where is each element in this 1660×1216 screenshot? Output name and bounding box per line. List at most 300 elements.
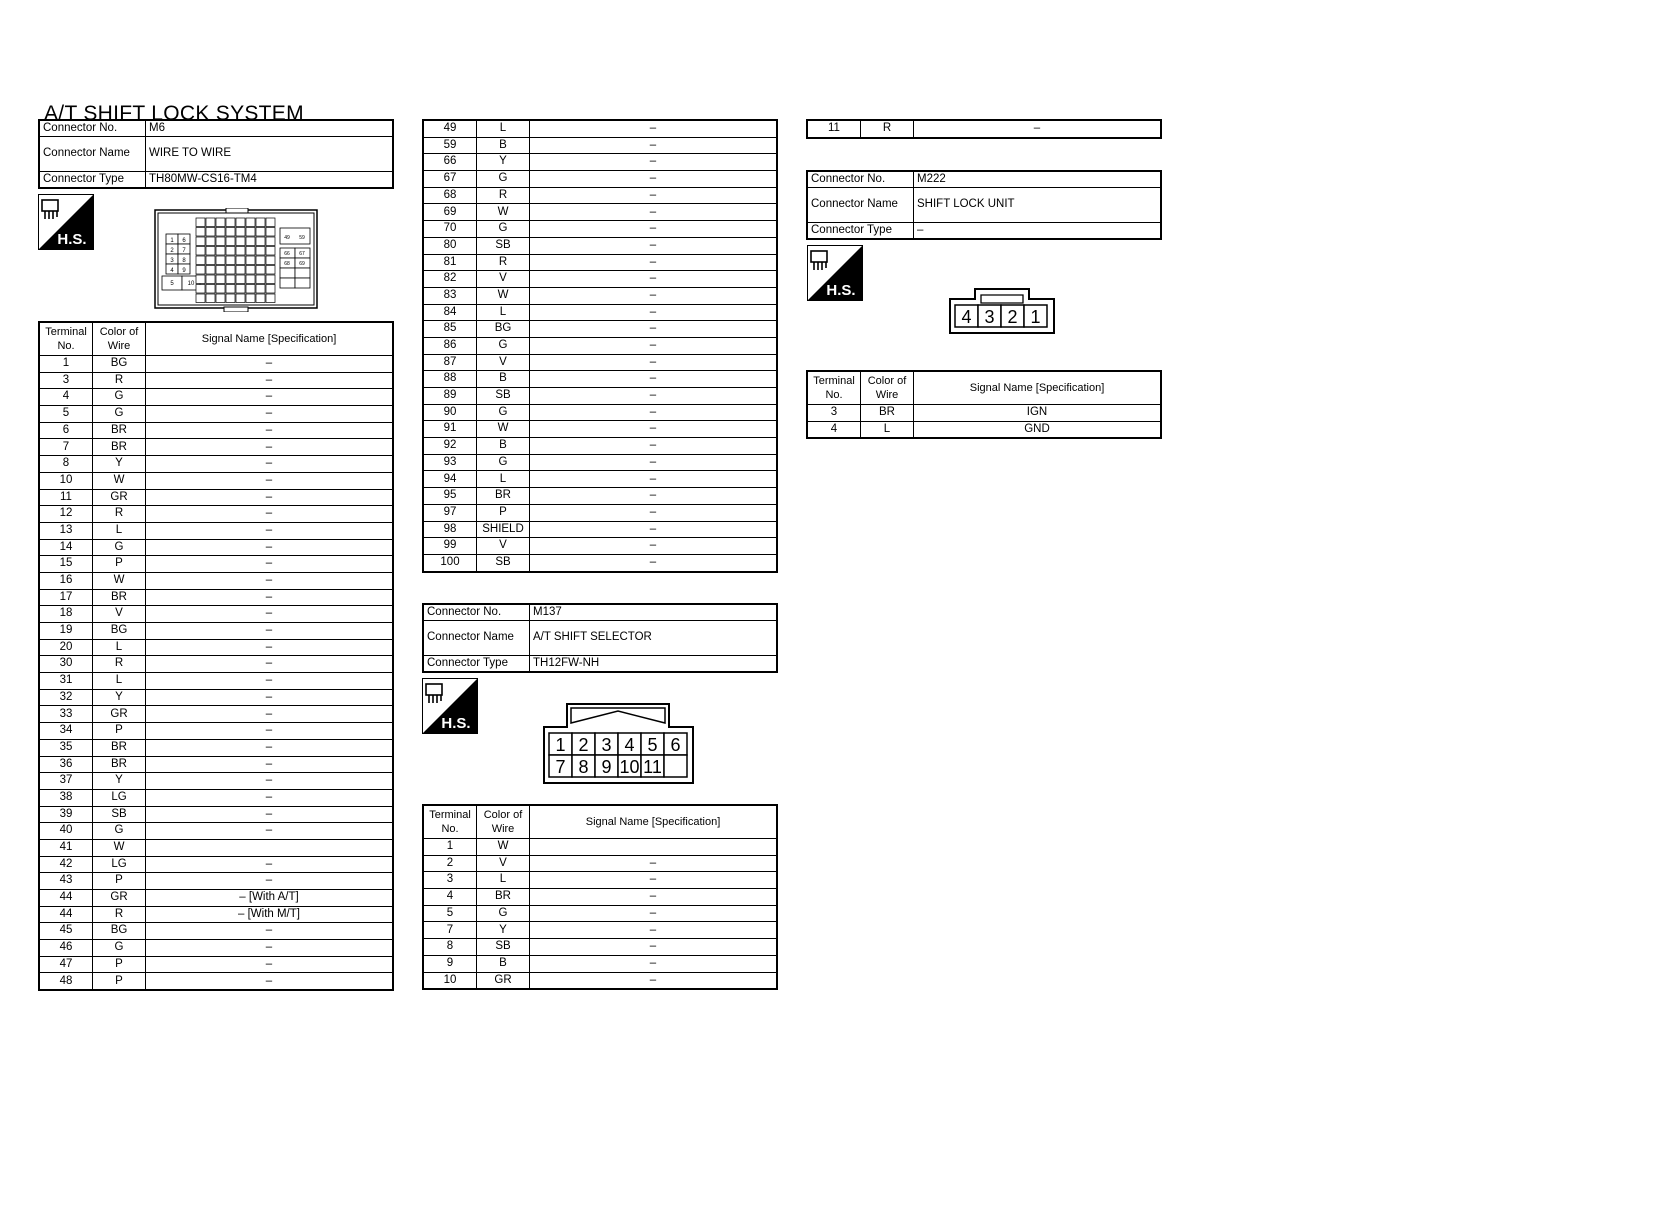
wire-color-cell: R — [93, 906, 146, 923]
wire-color-cell: W — [477, 287, 530, 304]
signal-name-cell: – — [530, 438, 777, 455]
m222-connector-type: – — [914, 223, 1161, 239]
signal-name-cell: – — [530, 254, 777, 271]
m6-pin-cavity — [266, 247, 275, 256]
m222-pin: 1 — [1030, 307, 1041, 327]
signal-name-cell: – — [530, 504, 777, 521]
signal-name-cell: – — [146, 973, 393, 990]
wire-color-cell: R — [477, 187, 530, 204]
wire-color-cell: GR — [93, 489, 146, 506]
wire-color-cell: G — [93, 406, 146, 423]
wire-color-cell: BR — [93, 756, 146, 773]
terminal-no-cell: 48 — [40, 973, 93, 990]
table-row — [40, 623, 393, 640]
table-row — [40, 489, 393, 506]
wire-color-cell: P — [477, 504, 530, 521]
terminal-no-cell: 34 — [40, 723, 93, 740]
table-row — [40, 522, 393, 539]
wire-color-cell: L — [477, 304, 530, 321]
table-row — [40, 422, 393, 439]
signal-name-cell: – — [530, 388, 777, 405]
m6-pin-cavity — [206, 218, 215, 227]
wire-color-cell: SHIELD — [477, 521, 530, 538]
table-row — [424, 137, 777, 154]
wire-color-cell: BR — [93, 739, 146, 756]
terminal-no-cell: 2 — [424, 855, 477, 872]
m222-pin: 4 — [961, 307, 972, 327]
wire-color-cell: W — [477, 839, 530, 856]
table-row — [424, 504, 777, 521]
signal-name-cell: – — [146, 723, 393, 740]
m6-pin-cavity — [256, 266, 265, 275]
signal-name-cell: – — [530, 538, 777, 555]
wire-color-cell: V — [477, 354, 530, 371]
m6-pin-cavity — [216, 285, 225, 294]
header-color-of-wire: Color of Wire — [477, 806, 530, 839]
terminal-no-cell: 90 — [424, 404, 477, 421]
signal-name-cell: – — [530, 922, 777, 939]
terminal-no-cell: 89 — [424, 388, 477, 405]
signal-name-cell: – — [146, 456, 393, 473]
label-connector-name: Connector Name — [808, 188, 914, 223]
terminal-no-cell: 32 — [40, 689, 93, 706]
signal-name-cell: – — [530, 337, 777, 354]
wire-color-cell: B — [477, 137, 530, 154]
table-row — [40, 773, 393, 790]
label-connector-type: Connector Type — [424, 656, 530, 672]
terminal-no-cell: 6 — [40, 422, 93, 439]
m222-connector-no: M222 — [914, 172, 1161, 188]
terminal-no-cell: 30 — [40, 656, 93, 673]
terminal-no-cell: 95 — [424, 488, 477, 505]
wire-color-cell: G — [93, 940, 146, 957]
terminal-no-cell: 92 — [424, 438, 477, 455]
m137-terminal-table-continued — [807, 120, 1161, 138]
table-row — [424, 972, 777, 989]
m137-connector-name: A/T SHIFT SELECTOR — [530, 621, 777, 656]
table-row — [40, 890, 393, 907]
table-row — [40, 739, 393, 756]
wire-color-cell: GR — [477, 972, 530, 989]
table-row — [424, 471, 777, 488]
signal-name-cell: – [With A/T] — [146, 890, 393, 907]
m137-pin: 8 — [578, 757, 589, 777]
terminal-no-cell: 70 — [424, 221, 477, 238]
label-connector-no: Connector No. — [424, 605, 530, 621]
terminal-no-cell: 19 — [40, 623, 93, 640]
signal-name-cell: – — [530, 471, 777, 488]
signal-name-cell: – — [530, 287, 777, 304]
wire-color-cell: P — [93, 956, 146, 973]
m6-pin-cavity — [256, 294, 265, 303]
wire-color-cell: V — [477, 855, 530, 872]
signal-name-cell: – — [146, 739, 393, 756]
m6-pin-cavity — [256, 285, 265, 294]
terminal-no-cell: 80 — [424, 237, 477, 254]
m6-pin-cavity — [236, 256, 245, 265]
terminal-no-cell: 14 — [40, 539, 93, 556]
m222-pin: 3 — [984, 307, 995, 327]
m6-pin: 59 — [299, 235, 305, 241]
table-row — [424, 488, 777, 505]
table-row — [424, 855, 777, 872]
m6-pin-cavity — [226, 218, 235, 227]
m6-pin: 6 — [182, 238, 186, 244]
connector-m6-info — [39, 120, 393, 188]
m6-pin-cavity — [226, 237, 235, 246]
m6-pin-cavity — [246, 256, 255, 265]
m6-pin: 2 — [170, 248, 174, 254]
wire-color-cell: G — [93, 389, 146, 406]
table-row — [40, 789, 393, 806]
signal-name-cell: – — [530, 972, 777, 989]
wire-color-cell: Y — [93, 456, 146, 473]
m137-connector-no: M137 — [530, 605, 777, 621]
terminal-no-cell: 15 — [40, 556, 93, 573]
signal-name-cell: – — [530, 371, 777, 388]
table-row — [40, 356, 393, 373]
m6-pin-cavity — [226, 275, 235, 284]
signal-name-cell: – — [530, 939, 777, 956]
wire-color-cell: P — [93, 723, 146, 740]
signal-name-cell: – — [146, 773, 393, 790]
table-row — [40, 923, 393, 940]
wire-color-cell: W — [93, 839, 146, 856]
terminal-no-cell: 37 — [40, 773, 93, 790]
wire-color-cell: B — [477, 371, 530, 388]
table-row — [40, 556, 393, 573]
wire-color-cell: Y — [93, 689, 146, 706]
signal-name-cell: – — [146, 439, 393, 456]
wire-color-cell: G — [477, 454, 530, 471]
wire-color-cell: W — [93, 472, 146, 489]
label-connector-type: Connector Type — [40, 172, 146, 188]
m6-pin-cavity — [236, 228, 245, 237]
wire-color-cell: G — [477, 905, 530, 922]
m6-pin-cavity — [226, 228, 235, 237]
table-row — [424, 521, 777, 538]
m137-pin: 7 — [555, 757, 566, 777]
m6-pin-cavity — [226, 247, 235, 256]
m6-pin-cavity — [246, 266, 255, 275]
terminal-no-cell: 10 — [40, 472, 93, 489]
m6-pin: 4 — [170, 268, 174, 274]
m6-pin-cavity — [226, 285, 235, 294]
wire-color-cell: BG — [93, 623, 146, 640]
harness-side-icon — [807, 245, 863, 301]
m6-pin-cavity — [216, 294, 225, 303]
terminal-no-cell: 47 — [40, 956, 93, 973]
terminal-no-cell: 49 — [424, 121, 477, 138]
m6-pin-cavity — [256, 256, 265, 265]
m6-terminal-table — [39, 322, 393, 990]
signal-name-cell: – — [146, 789, 393, 806]
m137-pin: 3 — [601, 735, 612, 755]
wire-color-cell: G — [477, 171, 530, 188]
m6-connector-diagram — [154, 208, 318, 312]
terminal-no-cell: 44 — [40, 906, 93, 923]
m6-pin-cavity — [246, 247, 255, 256]
signal-name-cell: – — [530, 454, 777, 471]
terminal-no-cell: 41 — [40, 839, 93, 856]
terminal-no-cell: 31 — [40, 673, 93, 690]
header-color-of-wire: Color of Wire — [861, 372, 914, 405]
m222-connector-name: SHIFT LOCK UNIT — [914, 188, 1161, 223]
signal-name-cell: – — [530, 154, 777, 171]
signal-name-cell: – — [530, 855, 777, 872]
table-row — [424, 839, 777, 856]
table-row — [424, 922, 777, 939]
signal-name-cell: – — [530, 121, 777, 138]
table-row — [40, 506, 393, 523]
signal-name-cell: – — [146, 556, 393, 573]
wire-color-cell: L — [93, 639, 146, 656]
terminal-no-cell: 84 — [424, 304, 477, 321]
header-color-of-wire: Color of Wire — [93, 323, 146, 356]
terminal-no-cell: 87 — [424, 354, 477, 371]
wire-color-cell: G — [93, 539, 146, 556]
m137-pin: 4 — [624, 735, 635, 755]
wire-color-cell: W — [477, 421, 530, 438]
terminal-no-cell: 91 — [424, 421, 477, 438]
m6-pin-cavity — [236, 285, 245, 294]
terminal-no-cell: 8 — [424, 939, 477, 956]
m6-pin-cavity — [216, 237, 225, 246]
table-row — [424, 538, 777, 555]
signal-name-cell: – — [146, 956, 393, 973]
wire-color-cell: Y — [477, 922, 530, 939]
terminal-no-cell: 68 — [424, 187, 477, 204]
signal-name-cell: – — [530, 171, 777, 188]
terminal-no-cell: 10 — [424, 972, 477, 989]
terminal-no-cell: 11 — [808, 121, 861, 138]
signal-name-cell: – — [530, 955, 777, 972]
wire-color-cell: L — [93, 673, 146, 690]
signal-name-cell: – — [530, 221, 777, 238]
m6-pin-cavity — [216, 266, 225, 275]
wire-color-cell: W — [477, 204, 530, 221]
wire-color-cell: V — [477, 271, 530, 288]
wire-color-cell: R — [93, 506, 146, 523]
header-terminal-no: Terminal No. — [808, 372, 861, 405]
m137-connector-type: TH12FW-NH — [530, 656, 777, 672]
signal-name-cell — [530, 839, 777, 856]
m137-pin: 1 — [555, 735, 566, 755]
m6-pin: 10 — [187, 281, 195, 287]
connector-m222-info — [807, 171, 1161, 239]
wire-color-cell: BG — [93, 923, 146, 940]
m6-connector-name: WIRE TO WIRE — [146, 137, 393, 172]
table-row — [40, 756, 393, 773]
m6-pin-cavity — [226, 294, 235, 303]
m6-pin-cavity — [246, 275, 255, 284]
m6-pin-cavity — [216, 218, 225, 227]
table-row — [424, 438, 777, 455]
table-row — [808, 121, 1161, 138]
header-terminal-no: Terminal No. — [40, 323, 93, 356]
m6-pin-cavity — [266, 237, 275, 246]
wire-color-cell: BR — [861, 405, 914, 422]
m6-pin-cavity — [266, 285, 275, 294]
m137-pin: 9 — [601, 757, 612, 777]
terminal-no-cell: 59 — [424, 137, 477, 154]
table-row — [424, 271, 777, 288]
m6-pin-cavity — [246, 237, 255, 246]
header-signal-name: Signal Name [Specification] — [530, 806, 777, 839]
signal-name-cell: – — [146, 472, 393, 489]
terminal-no-cell: 16 — [40, 572, 93, 589]
m6-pin-cavity — [266, 228, 275, 237]
terminal-no-cell: 38 — [40, 789, 93, 806]
wire-color-cell: SB — [477, 939, 530, 956]
wire-color-cell: R — [861, 121, 914, 138]
signal-name-cell: – — [146, 506, 393, 523]
table-row — [40, 439, 393, 456]
terminal-no-cell: 83 — [424, 287, 477, 304]
m6-pin-cavity — [216, 228, 225, 237]
table-row — [40, 589, 393, 606]
m6-pin: 69 — [299, 261, 305, 267]
m6-pin-cavity — [266, 294, 275, 303]
m6-pin-cavity — [226, 266, 235, 275]
m6-pin-cavity — [236, 275, 245, 284]
table-row — [424, 237, 777, 254]
m6-pin-cavity — [266, 218, 275, 227]
table-row — [424, 154, 777, 171]
m6-pin: 67 — [299, 251, 305, 257]
terminal-no-cell: 82 — [424, 271, 477, 288]
table-row — [424, 254, 777, 271]
m6-pin: 49 — [284, 235, 290, 241]
wire-color-cell: BR — [477, 488, 530, 505]
m6-pin-cavity — [206, 247, 215, 256]
table-row — [40, 706, 393, 723]
m6-pin-cavity — [196, 218, 205, 227]
wire-color-cell: Y — [477, 154, 530, 171]
signal-name-cell: – — [146, 539, 393, 556]
wire-color-cell: R — [93, 372, 146, 389]
table-row — [424, 421, 777, 438]
terminal-no-cell: 35 — [40, 739, 93, 756]
table-row — [424, 287, 777, 304]
terminal-no-cell: 5 — [424, 905, 477, 922]
m6-pin-cavity — [206, 237, 215, 246]
table-row — [40, 539, 393, 556]
hs-text: H.S. — [441, 715, 471, 732]
table-row — [40, 873, 393, 890]
wire-color-cell: R — [93, 656, 146, 673]
signal-name-cell — [146, 839, 393, 856]
m137-terminal-table — [423, 805, 777, 989]
m6-pin: 3 — [170, 258, 174, 264]
page-title: A/T SHIFT LOCK SYSTEM — [44, 102, 304, 125]
m6-pin: 5 — [170, 281, 174, 287]
table-row — [40, 806, 393, 823]
signal-name-cell: – — [146, 940, 393, 957]
table-row — [424, 404, 777, 421]
terminal-no-cell: 7 — [40, 439, 93, 456]
table-row — [40, 406, 393, 423]
table-row — [808, 421, 1161, 438]
terminal-no-cell: 42 — [40, 856, 93, 873]
signal-name-cell: – — [146, 673, 393, 690]
table-row — [40, 956, 393, 973]
m6-pin-cavity — [196, 285, 205, 294]
table-row — [40, 656, 393, 673]
m6-pin-cavity — [246, 294, 255, 303]
table-row — [424, 354, 777, 371]
header-signal-name: Signal Name [Specification] — [146, 323, 393, 356]
table-row — [40, 723, 393, 740]
connector-m137-info — [423, 604, 777, 672]
terminal-no-cell: 81 — [424, 254, 477, 271]
table-row — [424, 304, 777, 321]
m6-pin: 8 — [182, 258, 186, 264]
wire-color-cell: SB — [477, 554, 530, 571]
terminal-no-cell: 4 — [808, 421, 861, 438]
signal-name-cell: – — [530, 137, 777, 154]
terminal-no-cell: 100 — [424, 554, 477, 571]
label-connector-name: Connector Name — [40, 137, 146, 172]
terminal-no-cell: 20 — [40, 639, 93, 656]
signal-name-cell: – — [146, 572, 393, 589]
m6-pin-cavity — [256, 275, 265, 284]
signal-name-cell: – — [146, 356, 393, 373]
terminal-no-cell: 86 — [424, 337, 477, 354]
table-row — [40, 940, 393, 957]
wire-color-cell: LG — [93, 856, 146, 873]
table-row — [808, 405, 1161, 422]
label-connector-type: Connector Type — [808, 223, 914, 239]
terminal-no-cell: 1 — [40, 356, 93, 373]
m6-pin-cavity — [236, 218, 245, 227]
m6-pin: 66 — [284, 251, 290, 257]
table-row — [40, 639, 393, 656]
terminal-no-cell: 9 — [424, 955, 477, 972]
wire-color-cell: SB — [93, 806, 146, 823]
table-row — [424, 454, 777, 471]
signal-name-cell: – — [530, 404, 777, 421]
terminal-no-cell: 33 — [40, 706, 93, 723]
table-row — [424, 121, 777, 138]
terminal-no-cell: 8 — [40, 456, 93, 473]
signal-name-cell: – — [146, 923, 393, 940]
terminal-no-cell: 66 — [424, 154, 477, 171]
terminal-no-cell: 98 — [424, 521, 477, 538]
table-row — [40, 372, 393, 389]
signal-name-cell: – — [146, 856, 393, 873]
m6-pin-cavity — [196, 266, 205, 275]
terminal-no-cell: 67 — [424, 171, 477, 188]
m6-pin-cavity — [236, 247, 245, 256]
m137-connector-diagram — [543, 703, 695, 785]
wire-color-cell: SB — [477, 237, 530, 254]
signal-name-cell: – — [146, 806, 393, 823]
m137-pin: 11 — [643, 757, 662, 777]
table-row — [40, 456, 393, 473]
wire-color-cell: W — [93, 572, 146, 589]
m6-pin-cavity — [196, 275, 205, 284]
table-row — [40, 856, 393, 873]
table-row — [424, 187, 777, 204]
terminal-no-cell: 85 — [424, 321, 477, 338]
signal-name-cell: – — [530, 354, 777, 371]
m6-pin: 1 — [170, 238, 174, 244]
table-row — [424, 204, 777, 221]
m6-pin-cavity — [216, 275, 225, 284]
terminal-no-cell: 99 — [424, 538, 477, 555]
terminal-no-cell: 97 — [424, 504, 477, 521]
